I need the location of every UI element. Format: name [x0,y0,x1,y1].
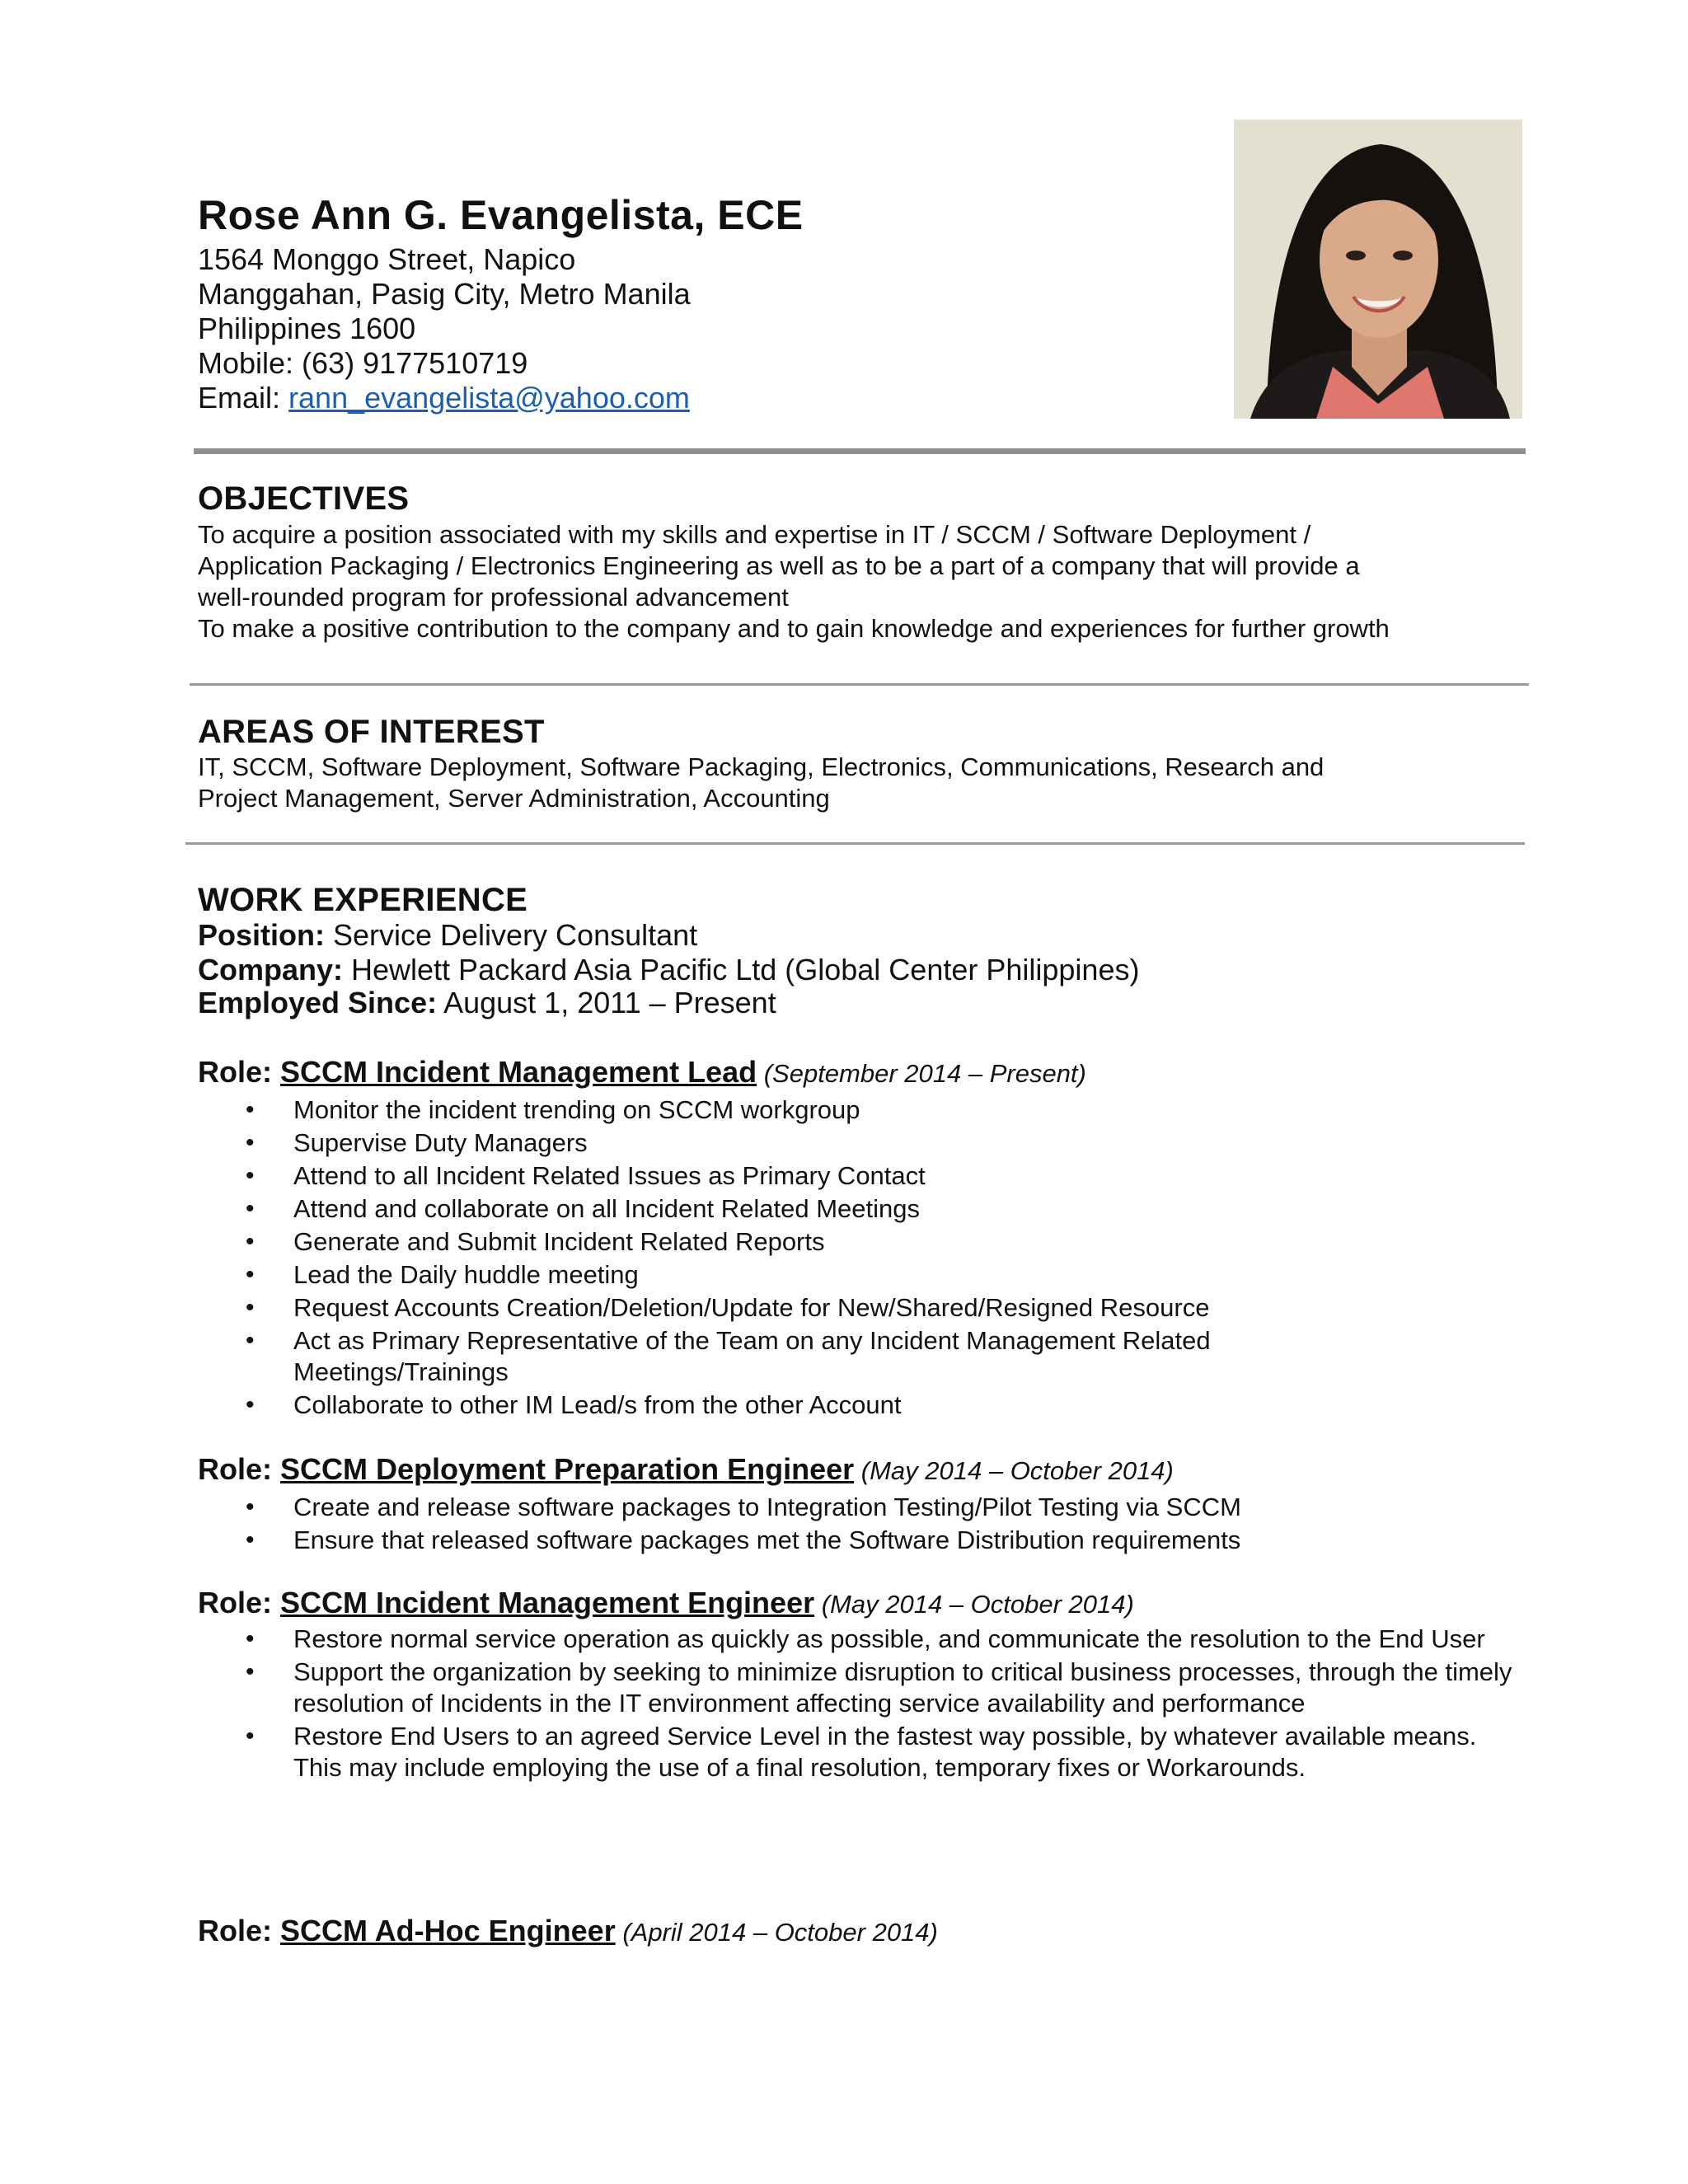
role-heading [198,1914,938,1948]
bullet-icon: • [246,1493,255,1521]
bullet-icon: • [246,1294,255,1321]
employed-label: Employed Since: [198,986,438,1019]
objectives-heading: OBJECTIVES [198,480,410,517]
role-dates: (April 2014 – October 2014) [615,1918,938,1947]
objective-line: To make a positive contribution to the company and to gain knowledge and experiences for further growth [198,614,1390,643]
list-item: • Attend and collaborate on all Incident Related Meetings [246,1194,920,1223]
interest-line: Project Management, Server Administration, Accounting [198,784,830,813]
role-dates: (May 2014 – October 2014) [854,1456,1174,1485]
bullet-icon: • [246,1391,255,1418]
list-item: • Supervise Duty Managers [246,1128,588,1157]
role-duties-list [239,1094,1525,1422]
list-item: • Support the organization by seeking to minimize disruption to critical business processes, through the timely resolution of Incidents in the IT environment affecting service availability and performance [246,1657,1512,1718]
company-value: Hewlett Packard Asia Pacific Ltd (Global Center Philippines) [343,953,1140,987]
address-line-3: Philippines 1600 [198,312,416,345]
list-item: • Act as Primary Representative of the Team on any Incident Management Related Meetings/Trainings [246,1326,1211,1386]
email-label: Email: [198,381,289,415]
list-item: • Ensure that released software packages met the Software Distribution requirements [246,1526,1241,1554]
role-label: Role: [198,1452,281,1486]
role-label: Role: [198,1055,281,1089]
interests-text [198,752,1517,814]
role-dates: (September 2014 – Present) [757,1059,1086,1088]
objective-line: well-rounded program for professional advancement [198,583,789,612]
role-title: SCCM Ad-Hoc Engineer [280,1914,616,1947]
objectives-divider [190,683,1529,686]
profile-photo [1234,120,1522,419]
list-item: • Collaborate to other IM Lead/s from the other Account [246,1390,902,1419]
company-label: Company: [198,953,344,987]
bullet-icon: • [246,1327,255,1354]
position-label: Position: [198,918,325,952]
list-item: • Restore normal service operation as quickly as possible, and communicate the resolution to the End User [246,1624,1485,1653]
employed-row [198,986,776,1020]
bullet-icon: • [246,1658,255,1685]
list-item: • Lead the Daily huddle meeting [246,1260,639,1289]
position-value: Service Delivery Consultant [324,918,698,952]
objective-line: To acquire a position associated with my skills and expertise in IT / SCCM / Software Deployment / [198,520,1311,549]
role-label: Role: [198,1586,281,1619]
role-heading [198,1055,1086,1090]
bullet-icon: • [246,1096,255,1123]
list-item: • Create and release software packages to Integration Testing/Pilot Testing via SCCM [246,1493,1241,1521]
role-duties-list [239,1624,1525,1785]
bullet-icon: • [246,1261,255,1288]
objective-line: Application Packaging / Electronics Engineering as well as to be a part of a company that will provide a [198,551,1360,580]
bullet-icon: • [246,1526,255,1554]
portrait-illustration [1234,120,1522,419]
bullet-icon: • [246,1625,255,1652]
role-heading [198,1586,1134,1620]
role-label: Role: [198,1914,281,1947]
list-item: • Restore End Users to an agreed Service Level in the fastest way possible, by whatever available means. This may include employing the use of a final resolution, temporary fixes or Workarounds. [246,1722,1477,1782]
interests-heading: AREAS OF INTEREST [198,714,545,750]
bullet-icon: • [246,1195,255,1222]
email-link[interactable]: rann_evangelista@yahoo.com [288,381,690,415]
bullet-icon: • [246,1129,255,1156]
work-heading: WORK EXPERIENCE [198,882,528,918]
role-dates: (May 2014 – October 2014) [814,1590,1134,1619]
position-row [198,918,697,953]
bullet-icon: • [246,1162,255,1189]
interest-line: IT, SCCM, Software Deployment, Software Packaging, Electronics, Communications, Research and [198,752,1325,781]
bullet-icon: • [246,1722,255,1750]
employed-value: August 1, 2011 – Present [437,986,776,1019]
role-title: SCCM Deployment Preparation Engineer [280,1452,855,1486]
list-item: • Monitor the incident trending on SCCM workgroup [246,1095,860,1124]
interests-divider [185,842,1525,845]
contact-block [198,242,691,415]
company-row [198,953,1139,987]
candidate-name: Rose Ann G. Evangelista, ECE [198,192,804,238]
objectives-text [198,519,1517,644]
list-item: • Request Accounts Creation/Deletion/Update for New/Shared/Resigned Resource [246,1293,1210,1322]
list-item: • Generate and Submit Incident Related Reports [246,1227,825,1256]
role-duties-list [239,1492,1525,1558]
bullet-icon: • [246,1228,255,1255]
role-title: SCCM Incident Management Engineer [280,1586,815,1619]
address-line-2: Manggahan, Pasig City, Metro Manila [198,277,691,311]
role-title: SCCM Incident Management Lead [280,1055,757,1089]
list-item: • Attend to all Incident Related Issues as Primary Contact [246,1161,926,1190]
header-divider [194,448,1526,454]
mobile-number: Mobile: (63) 9177510719 [198,346,528,380]
role-heading [198,1452,1174,1487]
address-line-1: 1564 Monggo Street, Napico [198,242,576,276]
email-row [198,381,691,415]
